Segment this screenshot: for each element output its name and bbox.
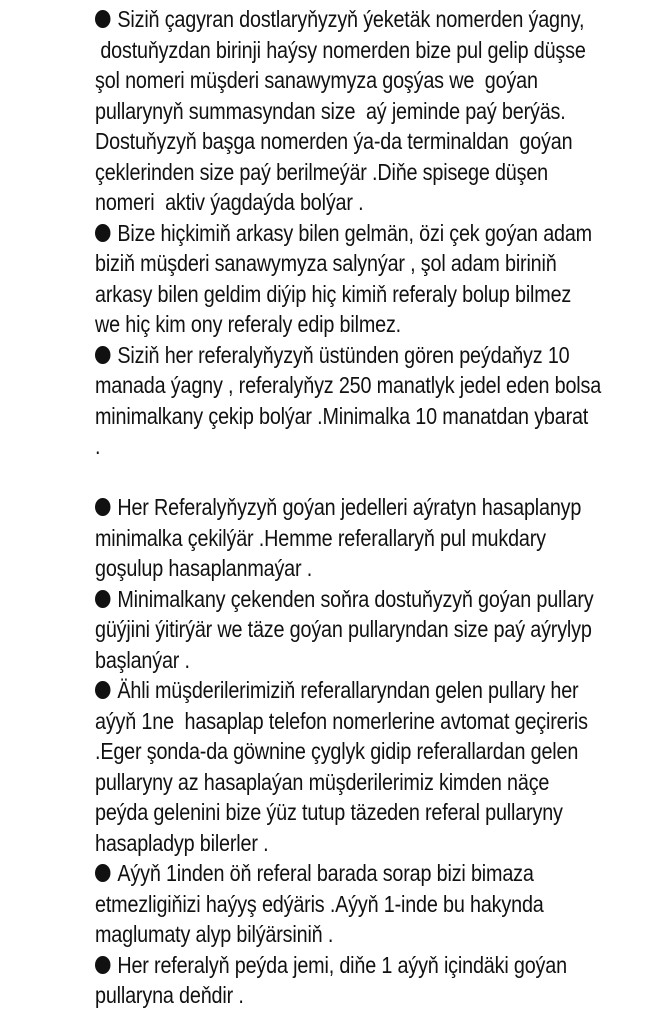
text-line xyxy=(95,340,643,371)
text-line xyxy=(95,279,643,310)
bullet-dot-icon xyxy=(95,864,110,882)
text-line xyxy=(95,919,643,950)
line-text: etmezligiňizi haýyş edýäris .Aýyň 1-inde bu hakynda xyxy=(95,890,544,917)
text-line xyxy=(95,309,643,340)
rule-paragraph xyxy=(95,858,643,950)
line-text: . xyxy=(95,433,101,459)
line-text: Siziň her referalyňyzyň üstünden gören peýdaňyz 10 xyxy=(117,341,570,368)
text-line xyxy=(95,980,643,1011)
text-line xyxy=(95,736,643,767)
line-text: biziň müşderi sanawymyza salynýar , şol adam biriniň xyxy=(95,250,557,276)
text-line xyxy=(95,431,643,462)
line-text: pullarynyň summasyndan size aý jeminde paý berýäs. xyxy=(95,97,566,124)
bullet-dot-icon xyxy=(95,956,110,974)
text-line xyxy=(95,492,643,523)
text-line xyxy=(95,553,643,584)
rule-paragraph xyxy=(95,950,643,1011)
rule-paragraph xyxy=(95,340,643,493)
text-line xyxy=(95,96,643,127)
line-text: Her Referalyňyzyň goýan jedelleri aýratyn hasaplanyp xyxy=(117,494,582,520)
text-line xyxy=(95,187,643,218)
text-line xyxy=(95,675,643,706)
bullet-dot-icon xyxy=(95,681,110,699)
bullet-dot-icon xyxy=(95,346,110,364)
line-text: we hiç kim ony referaly edip bilmez. xyxy=(95,311,402,337)
text-line xyxy=(95,584,643,615)
line-text: arkasy bilen geldim diýip hiç kimiň referaly bolup bilmez xyxy=(95,280,572,307)
text-line xyxy=(95,767,643,798)
line-text: aýyň 1ne hasaplap telefon nomerlerine avtomat geçireris xyxy=(95,707,588,734)
text-line xyxy=(95,157,643,188)
line-text: .Eger şonda-da göwnine çyglyk gidip referallardan gelen xyxy=(95,738,579,764)
text-line xyxy=(95,370,643,401)
text-line xyxy=(95,401,643,432)
line-text: başlanýar . xyxy=(95,646,190,673)
text-line xyxy=(95,889,643,920)
document-text xyxy=(95,4,643,1011)
line-text: çeklerinden size paý berilmeýär .Diňe spisege düşen xyxy=(95,158,549,185)
line-text: goşulup hasaplanmaýar . xyxy=(95,555,313,581)
text-line xyxy=(95,4,643,35)
line-text: manada ýagny , referalyňyz 250 manatlyk jedel eden bolsa xyxy=(95,372,602,398)
bullet-dot-icon xyxy=(95,590,110,608)
line-text: pullaryny az hasaplaýan müşderilerimiz kimden näçe xyxy=(95,768,550,795)
bullet-dot-icon xyxy=(95,224,110,242)
line-text: güýjini ýitirýär we täze goýan pullaryndan size paý aýrylyp xyxy=(95,616,592,642)
line-text: hasapladyp bilerler . xyxy=(95,829,269,856)
line-text: nomeri aktiv ýagdaýda bolýar . xyxy=(95,189,364,215)
text-line xyxy=(95,614,643,645)
text-line xyxy=(95,248,643,279)
text-line xyxy=(95,523,643,554)
document-body xyxy=(95,4,602,1011)
rule-paragraph xyxy=(95,492,643,584)
line-text: minimalkany çekip bolýar .Minimalka 10 manatdan ybarat xyxy=(95,402,589,429)
line-text: maglumaty alyp bilýärsiniň . xyxy=(95,921,334,947)
text-line xyxy=(95,858,643,889)
text-line xyxy=(95,35,643,66)
line-text: dostuňyzdan birinji haýsy nomerden bize pul gelip düşse xyxy=(95,36,586,63)
text-line xyxy=(95,645,643,676)
rule-paragraph xyxy=(95,4,643,218)
line-text: Ähli müşderilerimiziň referallaryndan gelen pullary her xyxy=(117,677,579,703)
line-text: Aýyň 1inden öň referal barada sorap bizi bimaza xyxy=(117,860,534,886)
text-line xyxy=(95,126,643,157)
rule-paragraph xyxy=(95,584,643,676)
bullet-dot-icon xyxy=(95,498,110,516)
line-text: peýda gelenini bize ýüz tutup täzeden referal pullaryny xyxy=(95,799,563,825)
text-line xyxy=(95,65,643,96)
line-text: Siziň çagyran dostlaryňyzyň ýeketäk nomerden ýagny, xyxy=(117,6,585,32)
text-line xyxy=(95,218,643,249)
line-text: Bize hiçkimiň arkasy bilen gelmän, özi çek goýan adam xyxy=(117,219,592,246)
text-line xyxy=(95,706,643,737)
line-text: Dostuňyzyň başga nomerden ýa-da terminaldan goýan xyxy=(95,128,573,154)
line-text: minimalka çekilýär .Hemme referallaryň pul mukdary xyxy=(95,524,546,551)
line-text: pullaryna deňdir . xyxy=(95,982,244,1008)
line-text: Her referalyň peýda jemi, diňe 1 aýyň içindäki goýan xyxy=(117,951,567,978)
rule-paragraph xyxy=(95,218,643,340)
text-line xyxy=(95,950,643,981)
line-text: şol nomeri müşderi sanawymyza goşýas we goýan xyxy=(95,67,538,93)
text-line xyxy=(95,462,643,493)
bullet-dot-icon xyxy=(95,10,110,28)
line-text: Minimalkany çekenden soňra dostuňyzyň goýan pullary xyxy=(117,585,594,612)
rule-paragraph xyxy=(95,675,643,858)
text-line xyxy=(95,797,643,828)
text-line xyxy=(95,828,643,859)
